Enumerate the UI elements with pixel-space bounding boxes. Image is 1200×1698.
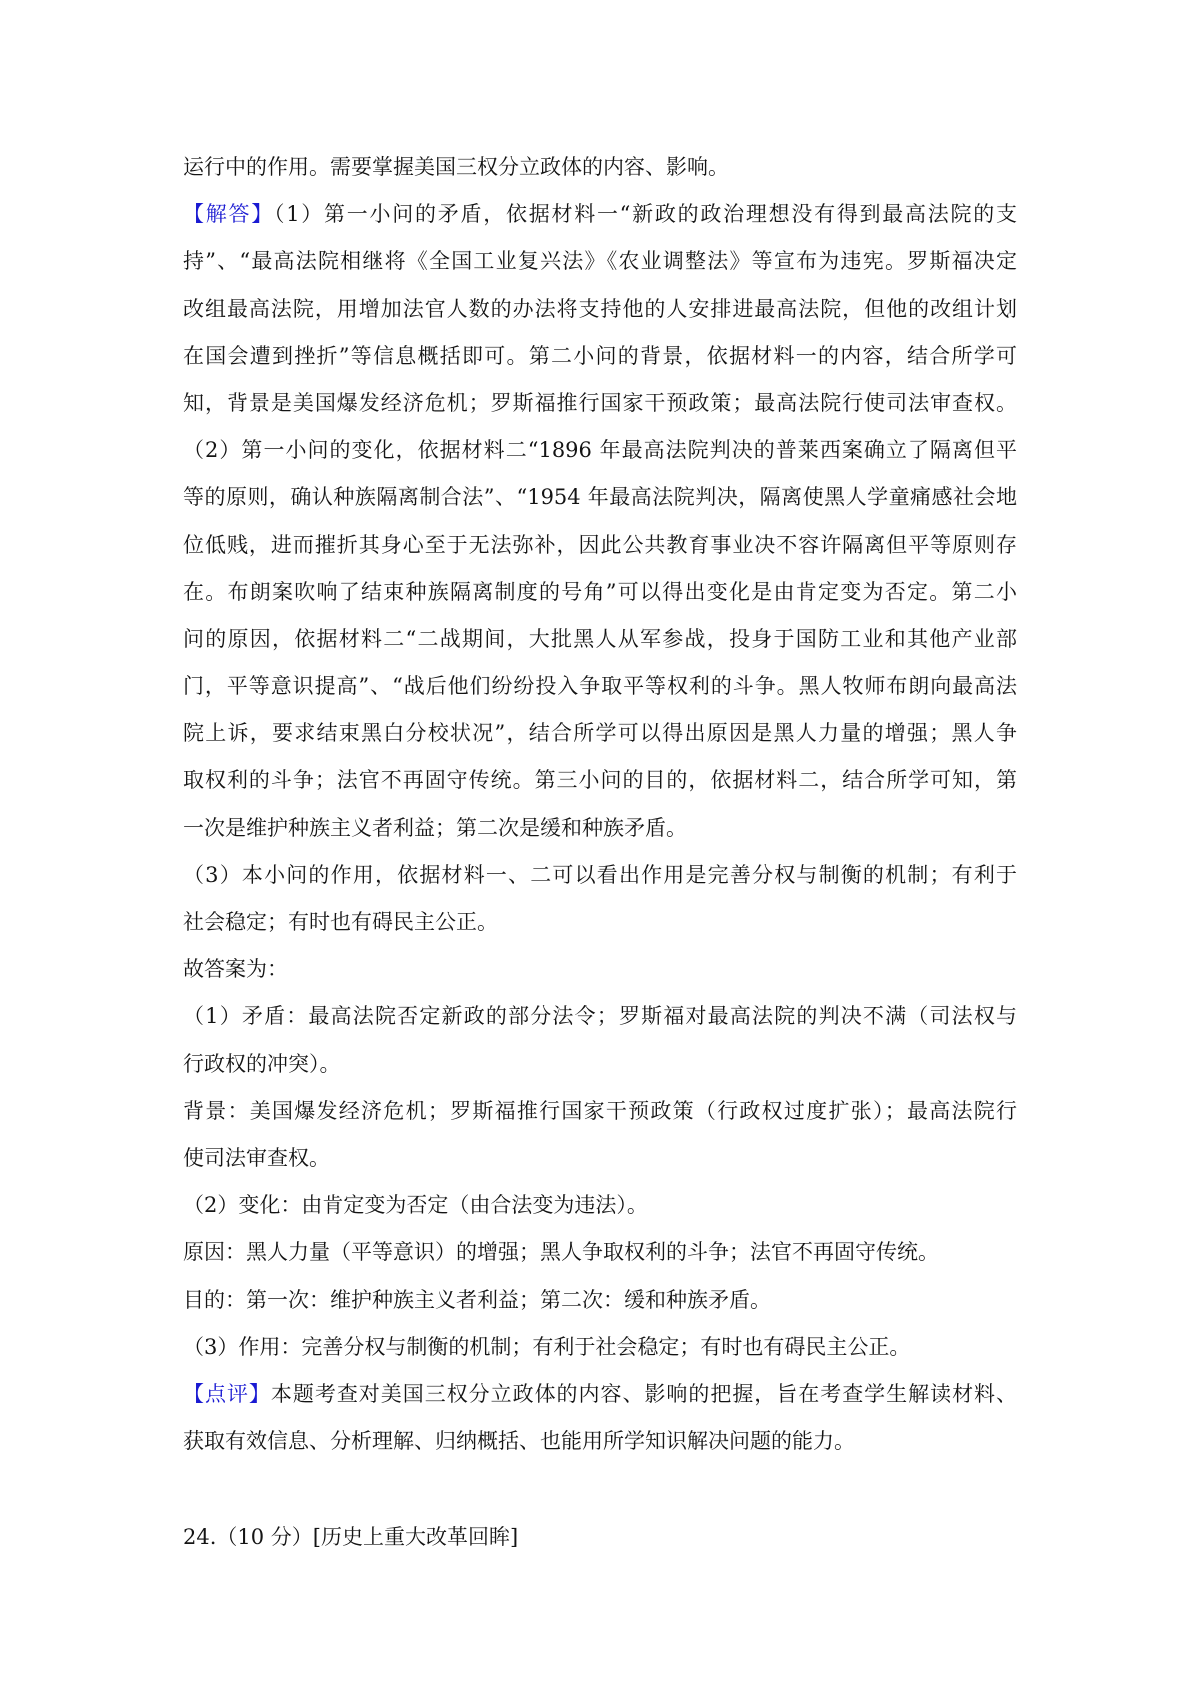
text-line: （3）作用：完善分权与制衡的机制；有利于社会稳定；有时也有碍民主公正。 bbox=[183, 1334, 911, 1359]
text-line: （2）第一小问的变化，依据材料二“1896 年最高法院判决的普莱西案确立了隔离但平 bbox=[183, 438, 1017, 463]
answer-label: 【解答】 bbox=[183, 202, 274, 227]
text-line: 行政权的冲突）。 bbox=[183, 1051, 341, 1076]
text-line: 改组最高法院，用增加法官人数的办法将支持他的人安排进最高法院，但他的改组计划 bbox=[183, 296, 1017, 321]
text-line: （3）本小问的作用，依据材料一、二可以看出作用是完善分权与制衡的机制；有利于 bbox=[183, 862, 1017, 887]
text-line: 知，背景是美国爆发经济危机；罗斯福推行国家干预政策；最高法院行使司法审查权。 bbox=[183, 390, 1017, 415]
text-line: （2）变化：由肯定变为否定（由合法变为违法）。 bbox=[183, 1193, 648, 1218]
text-line: 使司法审查权。 bbox=[183, 1145, 330, 1170]
text-line: 社会稳定；有时也有碍民主公正。 bbox=[183, 910, 498, 934]
text-line: 问的原因，依据材料二“二战期间，大批黑人从军参战，投身于国防工业和其他产业部 bbox=[183, 626, 1017, 651]
text-line-with-label: 【点评】本题考查对美国三权分立政体的内容、影响的把握，旨在考查学生解读材料、 bbox=[183, 1381, 1017, 1406]
answer-text-block bbox=[183, 144, 1017, 1465]
text-line-with-label: 【解答】（1）第一小问的矛盾，依据材料一“新政的政治理想没有得到最高法院的支 bbox=[183, 202, 1017, 227]
text-line: 持”、“最高法院相继将《全国工业复兴法》《农业调整法》等宣布为违宪。罗斯福决定 bbox=[183, 249, 1017, 274]
text-line: 在。布朗案吹响了结束种族隔离制度的号角”可以得出变化是由肯定变为否定。第二小 bbox=[183, 579, 1017, 604]
comment-label: 【点评】 bbox=[183, 1381, 271, 1406]
text-line: 背景：美国爆发经济危机；罗斯福推行国家干预政策（行政权过度扩张）；最高法院行 bbox=[183, 1098, 1017, 1123]
text-line: 获取有效信息、分析理解、归纳概括、也能用所学知识解决问题的能力。 bbox=[183, 1429, 855, 1454]
text-line: 运行中的作用。需要掌握美国三权分立政体的内容、影响。 bbox=[183, 155, 729, 179]
text-line: 取权利的斗争；法官不再固守传统。第三小问的目的，依据材料二，结合所学可知，第 bbox=[183, 768, 1017, 793]
text-line: 故答案为： bbox=[183, 957, 288, 982]
text-line: 位低贱，进而摧折其身心至于无法弥补，因此公共教育事业决不容许隔离但平等原则存 bbox=[183, 532, 1017, 557]
text-line: 院上诉，要求结束黑白分校状况”，结合所学可以得出原因是黑人力量的增强；黑人争 bbox=[183, 721, 1017, 746]
text-line: 门，平等意识提高”、“战后他们纷纷投入争取平等权利的斗争。黑人牧师布朗向最高法 bbox=[183, 674, 1017, 699]
text-line: 原因：黑人力量（平等意识）的增强；黑人争取权利的斗争；法官不再固守传统。 bbox=[183, 1240, 939, 1265]
text-line: 在国会遭到挫折”等信息概括即可。第二小问的背景，依据材料一的内容，结合所学可 bbox=[183, 343, 1017, 368]
text-line: 一次是维护种族主义者利益；第二次是缓和种族矛盾。 bbox=[183, 815, 687, 840]
text-line: 等的原则，确认种族隔离制合法”、“1954 年最高法院判决，隔离使黑人学童痛感社会地 bbox=[183, 485, 1017, 510]
text-line: （1）矛盾：最高法院否定新政的部分法令；罗斯福对最高法院的判决不满（司法权与 bbox=[183, 1004, 1017, 1029]
next-question-heading: 24.（10 分）[历史上重大改革回眸] bbox=[183, 1525, 519, 1549]
text-line: 目的：第一次：维护种族主义者利益；第二次：缓和种族矛盾。 bbox=[183, 1287, 771, 1312]
